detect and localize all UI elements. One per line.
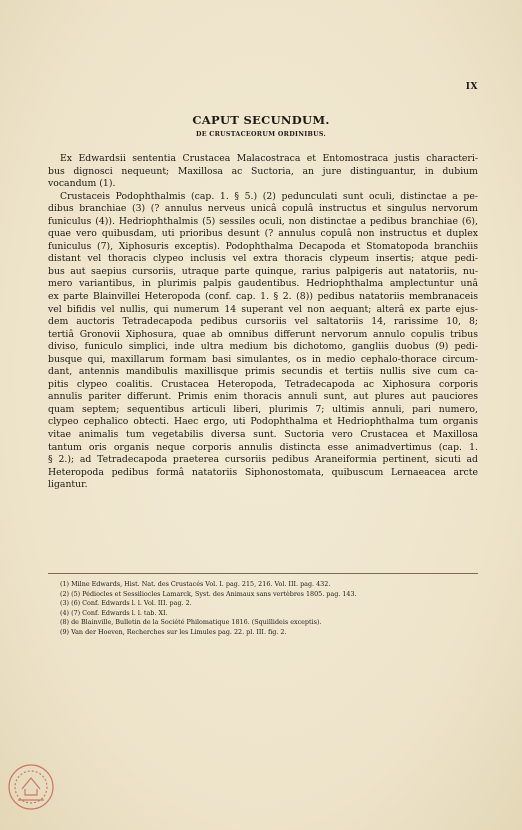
body-line: bus dignosci nequeunt; Maxillosa ac Suctoria, an jure distinguantur, in dubium (48, 165, 478, 177)
body-line: tertiâ Gronovii Xiphosura, quae ab omnibus differunt nervorum annulo copulis tribus (48, 328, 478, 340)
body-line: clypeo cephalico obtecti. Haec ergo, uti Podophthalma et Hedriophthalma tum organis (48, 416, 478, 428)
body-line: Crustaceis Podophthalmis (cap. 1. § 5.) (2) pedunculati sunt oculi, distinctae a pe- (60, 190, 478, 202)
body-line: annulis pariter differunt. Primis enim thoracis annuli sunt, aut plures aut pauciores (48, 391, 478, 403)
footnote: (3) (6) Conf. Edwards l. l. Vol. III. pag. 2. (60, 599, 192, 608)
body-line: Ex Edwardsii sententia Crustacea Malacostraca et Entomostraca justis characteri- (60, 153, 478, 164)
body-line: busque qui, maxillarum formam basi simulantes, os in medio cephalo-thorace circum- (48, 353, 478, 365)
body-line: vocandum (1). (48, 178, 116, 190)
body-line: funiculus (4)). Hedriophthalmis (5) sessiles oculi, non distinctae a pedibus branchiae (6), (48, 215, 478, 227)
body-line: vitae animalis tum vegetabilis diversa sunt. Suctoria vero Crustacea et Maxillosa (48, 429, 478, 441)
body-line: mero variantibus, in plurimis palpis gaudentibus. Hedriophthalma amplectuntur unâ (48, 278, 478, 290)
library-stamp (6, 762, 56, 812)
body-line: tantum oris organis neque corporis annulis distincta esse animadvertimus (cap. 1. (48, 441, 478, 453)
footnote-divider (48, 573, 478, 574)
body-line: quam septem; sequentibus articuli liberi, plurimis 7; ultimis annuli, pari numero, (48, 403, 478, 415)
footnotes (60, 580, 480, 638)
body-line: Heteropoda pedibus formâ natatoriis Siphonostomata, quibuscum Lernaeacea arcte (48, 466, 478, 478)
page-number: IX (465, 82, 478, 92)
footnote: (1) Milne Edwards, Hist. Nat. des Crustacés Vol. I. pag. 215, 216. Vol. III. pag. 432. (60, 580, 331, 588)
footnote: (9) Van der Hoeven, Recherches sur les Limules pag. 22. pl. III. fig. 2. (60, 627, 287, 636)
body-line: funiculus (7), Xiphosuris exceptis). Podophthalma Decapoda et Stomatopoda branchiis (48, 240, 478, 252)
footnote: (4) (7) Conf. Edwards l. l. tab. XI. (60, 608, 168, 617)
body-line: dibus branchiae (3) (? annulus nerveus unicâ copulâ instructus et singulus nervorum (48, 203, 478, 215)
body-line: diviso, funiculo simplici, inde ultra medium bis dichotomo, gangliis duobus (9) pedi- (48, 341, 478, 353)
body-line: § 2.); ad Tetradecapoda praeterea cursoriis pedibus Araneiformia pertinent, sicuti ad (48, 454, 478, 466)
body-line: dant, antennis mandibulis maxillisque primis secundis et tertiis nullis sive cum ca- (48, 366, 478, 378)
chapter-heading: CAPUT SECUNDUM. (192, 113, 330, 127)
body-line: ligantur. (48, 479, 88, 491)
body-line: dem auctoris Tetradecapoda pedibus cursoriis vel saltatoriis 14, rarissime 10, 8; (48, 316, 478, 328)
body-line: ex parte Blainvillei Heteropoda (conf. cap. 1. § 2. (8)) pedibus natatoriis membranaceis (48, 291, 478, 303)
body-line: bus aut saepius cursoriis, utraque parte quinque, rarius palpigeris aut natatoriis, nu- (48, 265, 478, 277)
body-line: vel bifidis vel nullis, qui numerum 14 superant vel non aequant; alterâ ex parte ejus- (48, 303, 478, 315)
footnote: (2) (5) Pédiocles et Sessiliocles Lamarck, Syst. des Animaux sans vertèbres 1805. pag. 143. (60, 589, 357, 598)
body-line: distant vel thoracis clypeo inclusis vel extra thoracis clypeum insertis; atque pedi- (48, 253, 478, 265)
footnote: (8) de Blainville, Bulletin de la Société Philomatique 1816. (Squillideis exceptis). (60, 618, 322, 627)
body-text (48, 153, 478, 492)
body-line: quae vero quibusdam, uti prioribus desunt (? annulus copulâ non instructus et duplex (48, 228, 478, 240)
body-line: pitis clypeo coalitis. Crustacea Heteropoda, Tetradecapoda ac Xiphosura corporis (48, 378, 478, 390)
chapter-subheading: DE CRUSTACEORUM ORDINIBUS. (195, 131, 327, 138)
